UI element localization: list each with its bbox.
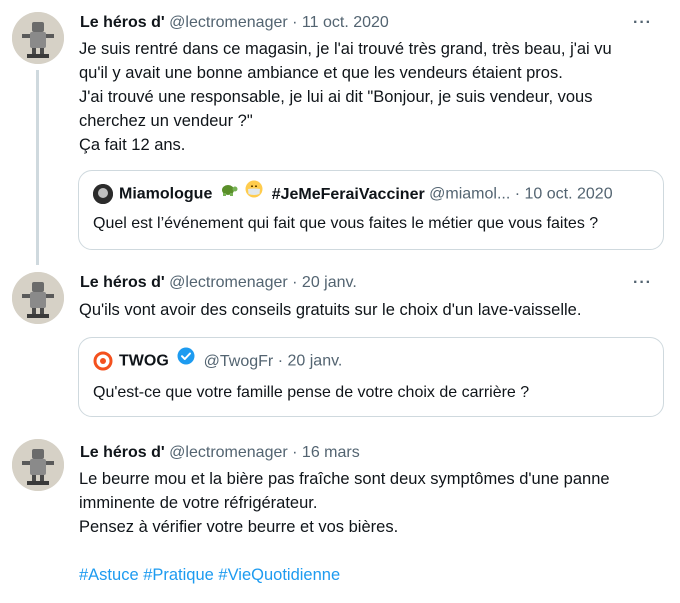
tweet-text-line: qu'il y avait une bonne ambiance et que les vendeurs étaient pros. (79, 64, 563, 82)
separator-dot: · (292, 444, 298, 461)
verified-badge-icon (177, 347, 195, 372)
author-avatar[interactable] (12, 439, 64, 491)
author-name[interactable]: Le héros d' (80, 444, 165, 461)
tweet-text-line: Je suis rentré dans ce magasin, je l'ai trouvé très grand, très beau, j'ai vu (79, 40, 612, 58)
twog-logo-icon (93, 351, 113, 371)
quoted-tweet-text: Qu'est-ce que votre famille pense de votre choix de carrière ? (93, 384, 530, 401)
tweet-date[interactable]: 11 oct. 2020 (301, 14, 389, 31)
author-avatar[interactable] (12, 12, 64, 64)
more-options-icon[interactable]: ··· (633, 14, 652, 31)
blank-line (79, 539, 659, 563)
quoted-tweet[interactable] (78, 170, 664, 250)
hashtag-links[interactable]: #Astuce #Pratique #VieQuotidienne (79, 566, 341, 584)
quoted-tweet-date: 20 janv. (287, 352, 343, 370)
separator-dot: · (277, 352, 284, 370)
tweet-text (79, 298, 659, 322)
tweet-header (80, 272, 357, 294)
author-name[interactable]: Le héros d' (80, 274, 165, 291)
tweet-3[interactable] (0, 430, 680, 603)
quoted-author-hashtag: #JeMeFeraiVacciner (271, 185, 425, 203)
tweet-text-line: imminente de votre réfrigérateur. (79, 494, 318, 512)
author-handle[interactable]: @lectromenager (169, 444, 288, 461)
quoted-tweet-text: Quel est l’événement qui fait que vous faites le métier que vous faites ? (93, 215, 599, 232)
tweet-text-line: cherchez un vendeur ?" (79, 112, 253, 130)
quoted-tweet-header (93, 182, 613, 204)
turtle-emoji-icon (220, 181, 238, 204)
quoted-author-handle: @miamol... (429, 185, 511, 203)
tweet-text (79, 37, 659, 157)
mask-face-emoji-icon (245, 180, 263, 205)
author-handle[interactable]: @lectromenager (169, 14, 288, 31)
robot-avatar-icon (12, 272, 64, 324)
tweet-header (80, 12, 389, 34)
tweet-text-line: Ça fait 12 ans. (79, 136, 186, 154)
tweet-text-line: Pensez à vérifier votre beurre et vos bières. (79, 518, 399, 536)
quoted-avatar-icon (93, 184, 113, 204)
tweet-text-line: Le beurre mou et la bière pas fraîche sont deux symptômes d'une panne (79, 470, 610, 488)
more-options-icon[interactable]: ··· (633, 274, 652, 291)
robot-avatar-icon (12, 12, 64, 64)
tweet-text (79, 467, 659, 587)
quoted-author-name: TWOG (119, 352, 169, 370)
tweet-text-line: Qu'ils vont avoir des conseils gratuits sur le choix d'un lave-vaisselle. (79, 301, 582, 319)
quoted-tweet-date: 10 oct. 2020 (524, 185, 613, 203)
author-handle[interactable]: @lectromenager (169, 274, 288, 291)
quoted-author-avatar (93, 184, 113, 204)
quoted-author-avatar (93, 351, 113, 371)
quoted-author-name: Miamologue (119, 185, 213, 203)
author-name[interactable]: Le héros d' (80, 14, 165, 31)
tweet-date[interactable]: 20 janv. (301, 274, 357, 291)
quoted-tweet[interactable] (78, 337, 664, 417)
quoted-tweet-header (93, 349, 342, 371)
tweet-2[interactable] (0, 265, 680, 430)
tweet-1[interactable] (0, 0, 680, 265)
tweet-date[interactable]: 16 mars (301, 444, 360, 461)
separator-dot: · (292, 14, 298, 31)
robot-avatar-icon (12, 439, 64, 491)
thread-line (36, 70, 39, 265)
separator-dot: · (514, 185, 521, 203)
tweet-text-line: J'ai trouvé une responsable, je lui ai dit "Bonjour, je suis vendeur, vous (79, 88, 593, 106)
separator-dot: · (292, 274, 298, 291)
quoted-author-handle: @TwogFr (203, 352, 274, 370)
tweet-header (80, 442, 360, 464)
author-avatar[interactable] (12, 272, 64, 324)
